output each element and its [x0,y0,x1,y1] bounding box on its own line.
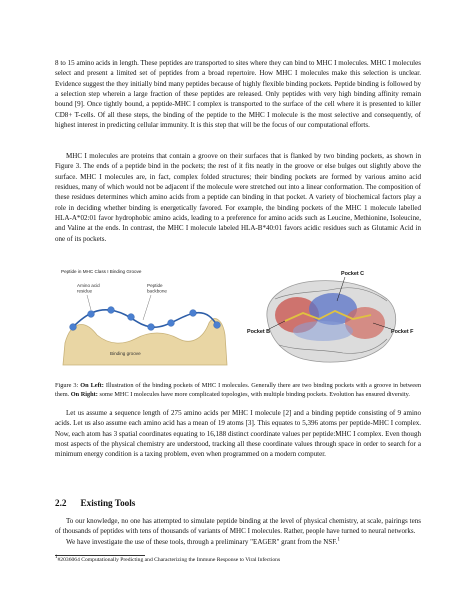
figure-3-caption [55,382,421,400]
mhc-pocket-structure [245,265,420,373]
figure-3 [55,265,421,373]
paragraph-binding-pockets: MHC I molecules are proteins that contain a groove on their surfaces that is flanked by two binding pockets, as shown in Figure 3. The ends of a peptide bind in the pockets; the rest of it fits neatly in the groove or else bulges out slightly above the surface. MHC I molecules are, in fact, complex folded structures; their binding pockets are formed by various amino acid residues, many of which would not be adjacent if the molecule were stretched out into a linear conformation. The composition of these residues determines which amino acids from a peptide can binding in that pocket. A variety of biochemical factors play a role in deciding whether binding is energetically favored. For example, the binding pockets of the MHC 1 molecule labelled HLA-A*02:01 favor hydrophobic amino acids, leading to a preference for amino acids such as Leucine, Methionine, Isoleucine, and Valine at the ends. In contrast, the MHC I molecule labeled HLA-B*40:01 favors acidic residues such as Glutamic Acid in one of its pockets. [55,152,421,243]
caption-right-text: some MHC I molecules have more complicated topologies, with multiple binding pockets. Evolution has ensured diversity. [99,390,410,398]
residue-8 [214,322,221,329]
caption-left-text: Illustration of the binding pockets of MHC I molecules. Generally there are two binding pockets with a groove in between them. [55,382,422,398]
binding-groove-illustration [55,265,231,373]
amino-acid-residue-label: Amino acid residue [77,283,100,294]
paragraph-existing-tools: To our knowledge, no one has attempted to simulate peptide binding at the level of physical chemistry, at scale, pairings tens of thousands of peptides with tens of thousands of variants of MHC I molecules. Rather, people have turned to neural networks. [55,517,421,536]
caption-left-label: On Left: [80,382,104,389]
caption-prefix: Figure 3: [55,382,79,389]
residue-5 [148,324,155,331]
section-title: Existing Tools [80,498,136,508]
binding-groove-diagram [55,265,231,373]
footnote-text: #2036064 Computationally Predicting and Characterizing the Immune Response to Viral Infections [57,557,281,563]
paragraph-peptide-selection: 8 to 15 amino acids in length. These peptides are transported to sites where they can bind to MHC I molecules. MHC I molecules select and present a limited set of peptides from a broad repertoire. How MHC I molecules make this selection is unclear. Evidence suggest the they initially bind many peptides because of highly flexible binding pockets. Peptide binding is followed by a selection step wherein a large fraction of these peptides are released. Only peptides with very high binding affinity remain bound [9]. Once tightly bound, a peptide-MHC I complex is transported to the surface of the cell where it is presented to killer CD8+ T-cells. Of all these steps, the binding of the peptide to the MHC I molecule is the most selective and consequently, of highest interest in predicting cellular immunity. It is this step that will be the focus of our computational efforts. [55,59,421,130]
residue-1 [70,324,77,331]
footnote-divider [55,555,145,556]
paragraph-eager-grant [55,537,421,547]
footnote-number: 1 [55,555,58,561]
residue-4 [128,314,135,321]
eager-grant-text: We have investigate the use of these tools, through a preliminary "EAGER" grant from the NSF. [66,538,338,546]
groove-floor [293,321,353,341]
binding-groove-label: Binding groove [110,351,141,356]
pocket-c-label: Pocket C [341,271,365,277]
section-number: 2.2 [55,498,67,508]
residue-6 [168,320,175,327]
footnote-marker: 1 [337,537,340,543]
residue-7 [190,310,197,317]
pocket-f-label: Pocket F [391,329,414,335]
pocket-b-label: Pocket B [247,329,271,335]
binding-groove-title: Peptide in MHC Class I Binding Groove [61,269,142,274]
residue-3 [108,307,115,314]
peptide-backbone-label: Peptide backbone [147,283,167,294]
paragraph-atom-count: Let us assume a sequence length of 275 amino acids per MHC I molecule [2] and a binding peptide consisting of 9 amino acids. Let us also assume each amino acid has a mean of 19 atoms [3]. This equates to 5,396 atoms per peptide-MHC I complex. Now, each atom has 3 spatial coordinates equating to 16,188 distinct coordinate values per peptide:MHC I complex. Even though most aspects of the physical chemistry are understood, tracking all these coordinate values through space in order to search for a minimum energy condition is a taxing problem, even when programmed on a modern computer. [55,409,421,459]
caption-right-label: On Right: [70,390,98,398]
section-heading [55,498,135,508]
residue-2 [88,311,95,318]
pocket-structure-diagram [245,265,420,373]
footnote [55,557,421,564]
